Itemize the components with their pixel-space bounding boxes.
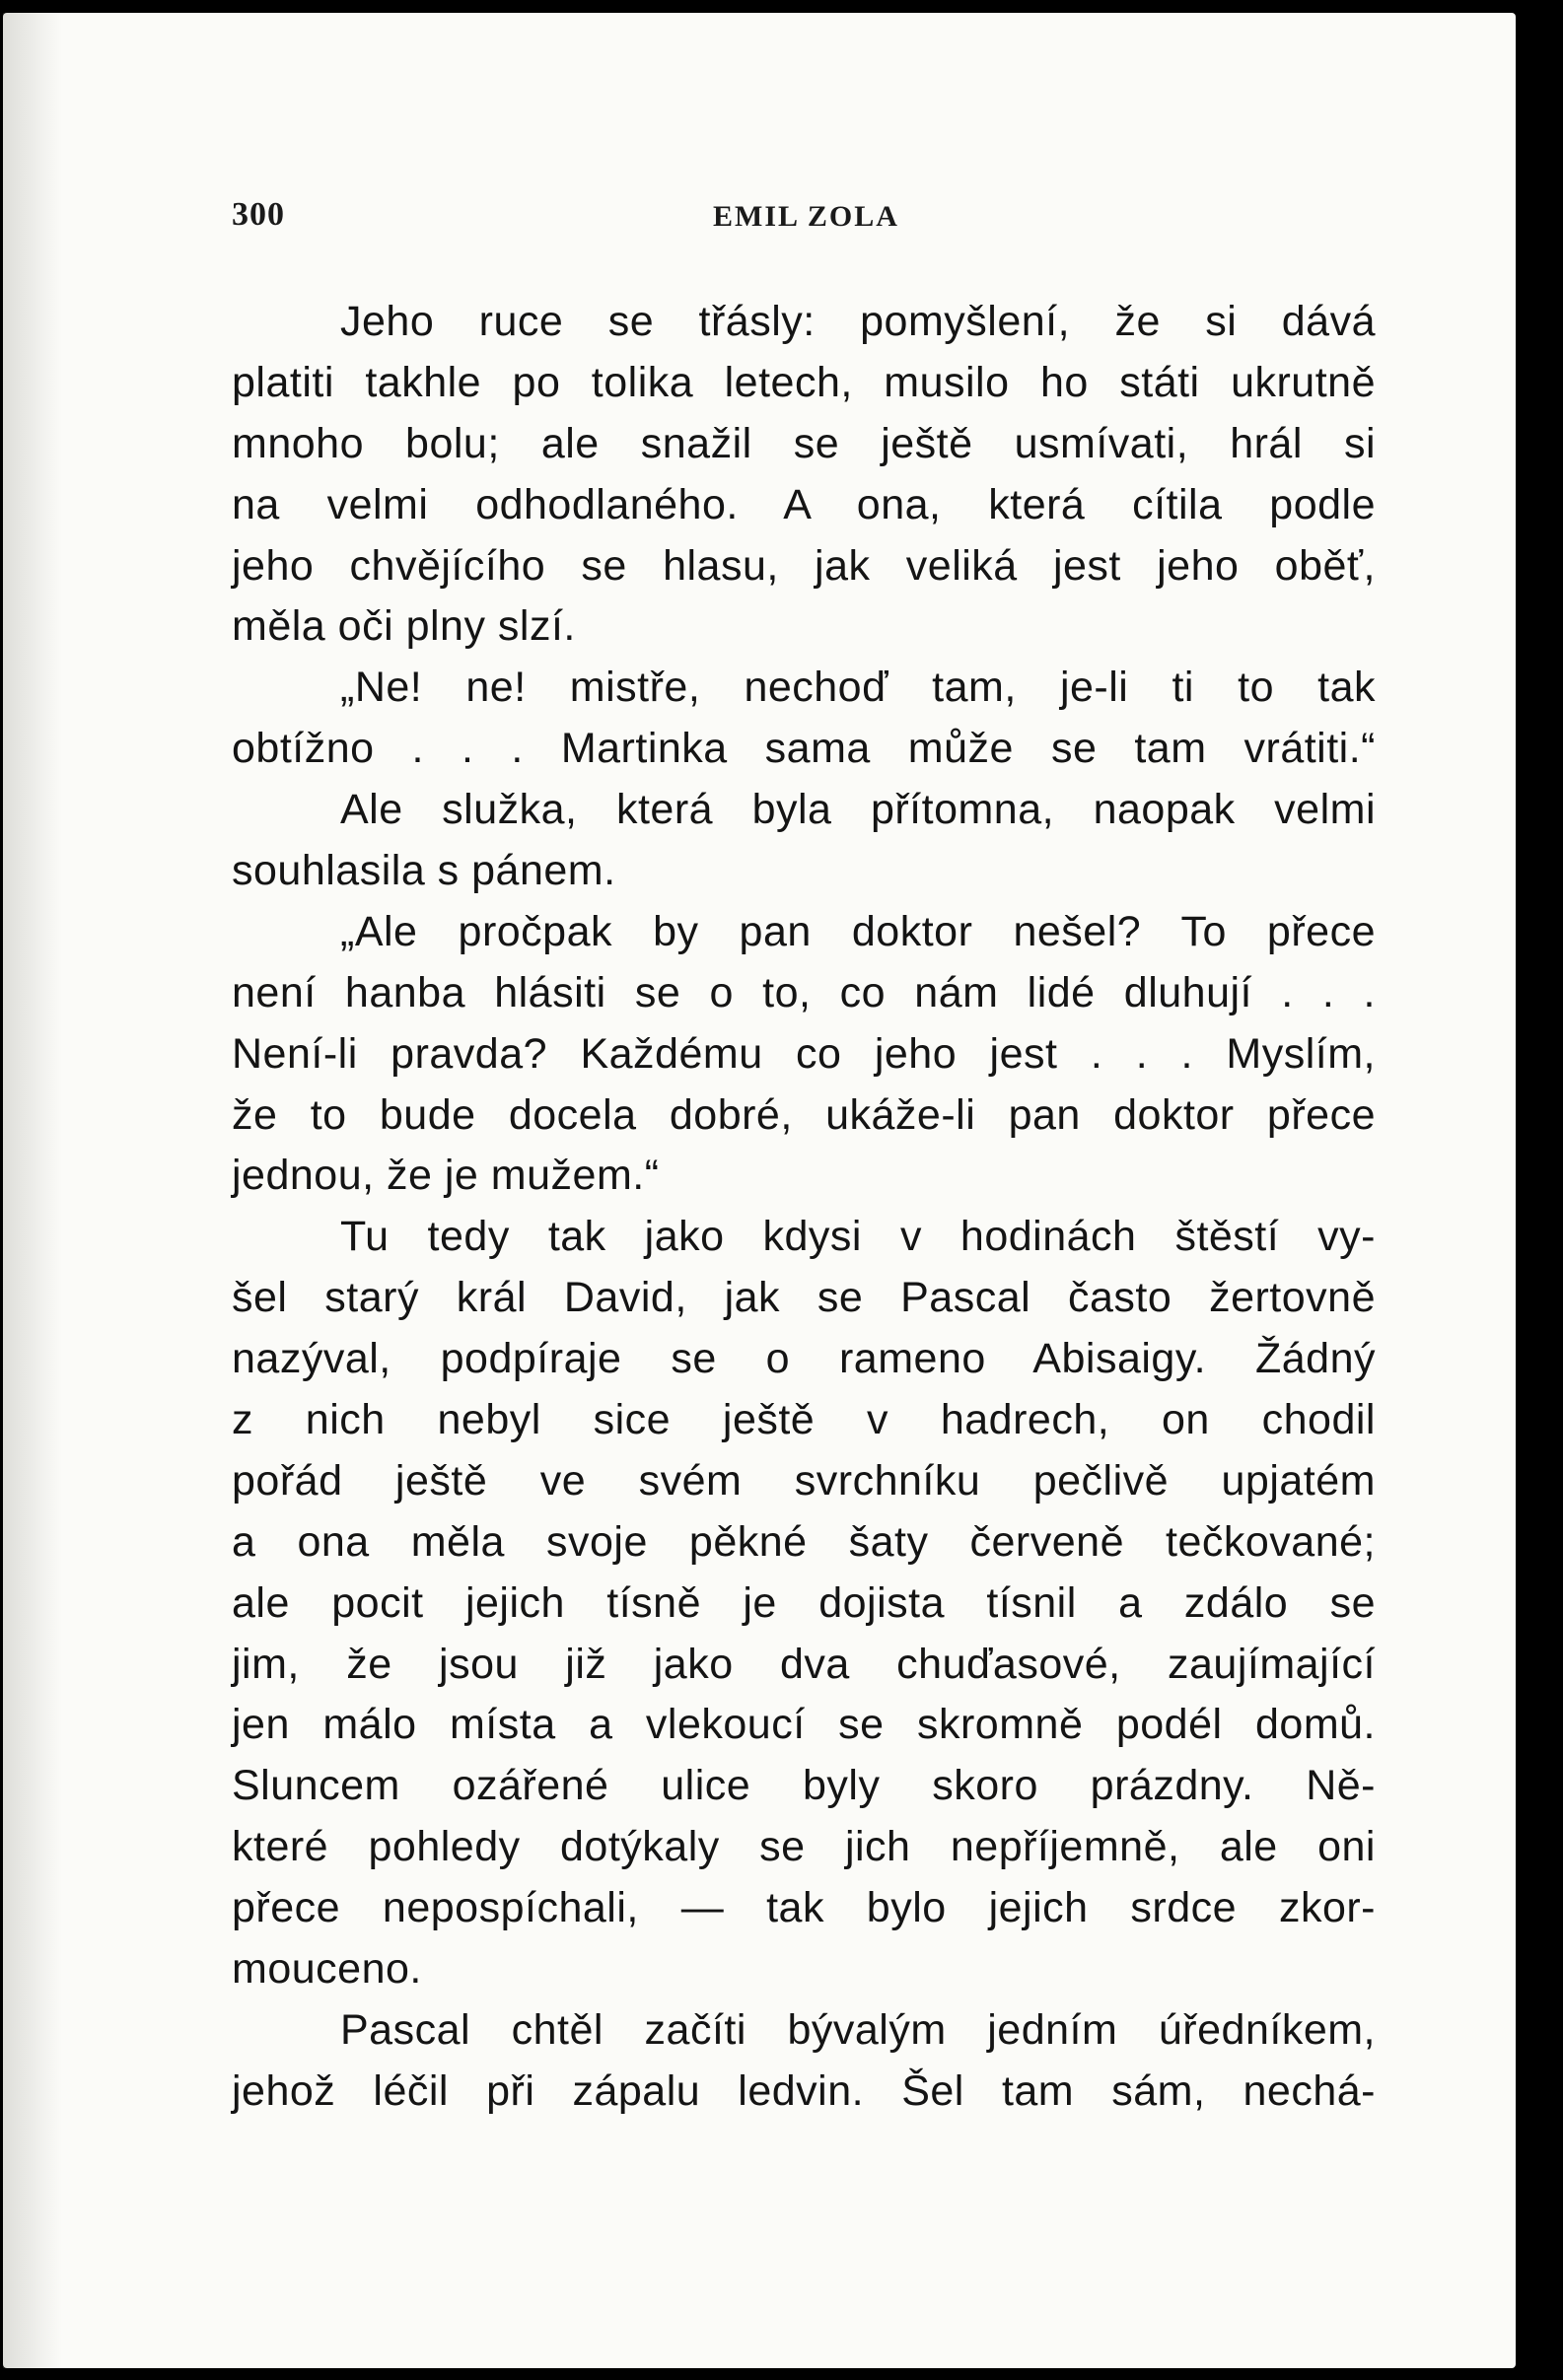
- page-header: [3, 186, 1516, 245]
- text-line: není hanba hlásiti se o to, co nám lidé dluhují . . .: [232, 968, 1376, 1016]
- text-line: jim, že jsou již jako dva chuďasové, zaujímající: [232, 1640, 1376, 1688]
- text-line: jednou, že je mužem.“: [232, 1152, 660, 1200]
- text-line: a ona měla svoje pěkné šaty červeně tečkované;: [232, 1517, 1376, 1566]
- text-line: jehož léčil při zápalu ledvin. Šel tam sám, nechá-: [232, 2066, 1376, 2115]
- text-line: „Ale pročpak by pan doktor nešel? To přece: [340, 907, 1376, 955]
- text-line: které pohledy dotýkaly se jich nepříjemně, ale oni: [232, 1823, 1376, 1871]
- text-line: „Ne! ne! mistře, nechoď tam, je-li ti to tak: [340, 664, 1376, 712]
- text-line: na velmi odhodlaného. A ona, která cítila podle: [232, 480, 1376, 528]
- text-line: přece nepospíchali, — tak bylo jejich srdce zkor-: [232, 1884, 1376, 1932]
- page-edge-shadow: [3, 13, 62, 2368]
- running-head: EMIL ZOLA: [713, 200, 899, 233]
- text-line: Pascal chtěl začíti bývalým jedním úředníkem,: [340, 2005, 1376, 2054]
- body-text: [232, 292, 1376, 2123]
- page-number: 300: [232, 196, 285, 233]
- book-page: [3, 13, 1516, 2368]
- text-line: Tu tedy tak jako kdysi v hodinách štěstí vy-: [340, 1213, 1376, 1261]
- text-line: souhlasila s pánem.: [232, 847, 616, 895]
- text-line: mnoho bolu; ale snažil se ještě usmívati, hrál si: [232, 419, 1376, 467]
- text-line: Jeho ruce se třásly: pomyšlení, že si dává: [340, 298, 1376, 345]
- text-line: Není-li pravda? Každému co jeho jest . . . Myslím,: [232, 1029, 1376, 1078]
- text-line: že to bude docela dobré, ukáže-li pan doktor přece: [232, 1090, 1376, 1139]
- text-line: ale pocit jejich tísně je dojista tísnil a zdálo se: [232, 1578, 1376, 1627]
- text-line: obtížno . . . Martinka sama může se tam vrátiti.“: [232, 725, 1376, 773]
- text-line: jen málo místa a vlekoucí se skromně podél domů.: [232, 1701, 1376, 1749]
- text-line: Sluncem ozářené ulice byly skoro prázdny. Ně-: [232, 1762, 1376, 1810]
- text-line: šel starý král David, jak se Pascal často žertovně: [232, 1274, 1376, 1322]
- text-line: Ale služka, která byla přítomna, naopak velmi: [340, 786, 1376, 834]
- text-line: jeho chvějícího se hlasu, jak veliká jest jeho oběť,: [232, 541, 1376, 590]
- text-line: mouceno.: [232, 1945, 422, 1994]
- text-line: měla oči plny slzí.: [232, 602, 576, 651]
- text-line: z nich nebyl sice ještě v hadrech, on chodil: [232, 1396, 1376, 1444]
- text-line: pořád ještě ve svém svrchníku pečlivě upjatém: [232, 1456, 1376, 1505]
- text-line: nazýval, podpíraje se o rameno Abisaigy. Žádný: [232, 1335, 1376, 1383]
- text-line: platiti takhle po tolika letech, musilo ho státi ukrutně: [232, 358, 1376, 406]
